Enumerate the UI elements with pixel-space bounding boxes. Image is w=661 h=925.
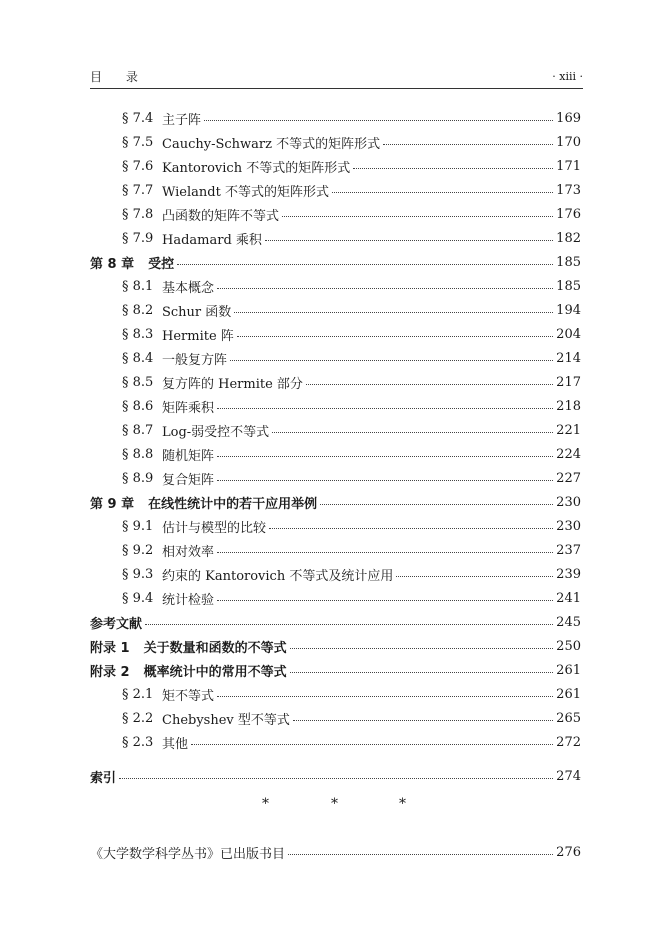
toc-entry-label: 索引 [90, 770, 117, 786]
separator-star: * [262, 796, 269, 812]
toc-section-entry[interactable] [90, 370, 581, 394]
toc-entry-number: § 8.7 [122, 422, 154, 438]
toc-section-entry[interactable] [90, 538, 581, 562]
leader-dots [217, 479, 553, 481]
toc-entry-number: § 8.5 [122, 374, 154, 390]
toc-entry-number: § 2.2 [122, 710, 154, 726]
running-header [90, 66, 583, 89]
toc-section-entry[interactable] [90, 346, 581, 370]
toc-section-entry[interactable] [90, 298, 581, 322]
toc-entry-label: Log-弱受控不等式 [162, 424, 270, 440]
leader-dots [265, 239, 553, 241]
toc-entry-number: § 7.7 [122, 182, 154, 198]
table-of-contents [90, 106, 581, 754]
leader-dots [288, 853, 553, 855]
separator-star: * [331, 796, 338, 812]
toc-section-entry[interactable] [90, 274, 581, 298]
toc-entry-label: 矩不等式 [162, 688, 215, 704]
leader-dots [290, 647, 554, 649]
toc-entry-label: 一般复方阵 [162, 352, 228, 368]
toc-entry-label: Chebyshev 型不等式 [162, 712, 290, 728]
toc-entry-label: 复合矩阵 [162, 472, 215, 488]
toc-entry-label: 《大学数学科学丛书》已出版书目 [90, 846, 286, 862]
toc-entry-page: 218 [556, 398, 581, 414]
toc-entry-number: 第 9 章 [90, 496, 135, 512]
leader-dots [396, 575, 553, 577]
leader-dots [177, 263, 553, 265]
toc-entry-number: § 8.3 [122, 326, 154, 342]
toc-entry-label: 主子阵 [162, 112, 202, 128]
separator-star: * [399, 796, 406, 812]
toc-entry-label: Schur 函数 [162, 304, 232, 320]
toc-entry-number: § 7.8 [122, 206, 154, 222]
toc-section-entry[interactable] [90, 418, 581, 442]
toc-entry-label: Cauchy-Schwarz 不等式的矩阵形式 [162, 136, 381, 152]
toc-entry-page: 217 [556, 374, 581, 390]
toc-entry-label: 复方阵的 Hermite 部分 [162, 376, 303, 392]
toc-entry-number: § 8.9 [122, 470, 154, 486]
toc-entry-label: 其他 [162, 736, 189, 752]
toc-entry-page: 230 [556, 494, 581, 510]
leader-dots [269, 527, 553, 529]
toc-section-entry[interactable] [90, 202, 581, 226]
toc-entry-number: § 7.4 [122, 110, 154, 126]
toc-entry-label: 凸函数的矩阵不等式 [162, 208, 280, 224]
toc-section-entry[interactable] [90, 706, 581, 730]
toc-entry-label: 统计检验 [162, 592, 215, 608]
toc-entry-page: 276 [556, 844, 581, 860]
leader-dots [237, 335, 553, 337]
toc-entry-label: Kantorovich 不等式的矩阵形式 [162, 160, 351, 176]
toc-entry-number: § 2.3 [122, 734, 154, 750]
toc-section-entry[interactable] [90, 562, 581, 586]
toc-entry-label: 随机矩阵 [162, 448, 215, 464]
toc-entry-page: 261 [556, 686, 581, 702]
toc-section-entry[interactable] [90, 442, 581, 466]
leader-dots [145, 623, 553, 625]
toc-entry-number: § 7.9 [122, 230, 154, 246]
toc-section-entry[interactable] [90, 130, 581, 154]
toc-entry-page: 185 [556, 278, 581, 294]
toc-entry-page: 170 [556, 134, 581, 150]
leader-dots [217, 287, 553, 289]
toc-entry-label: Hermite 阵 [162, 328, 234, 344]
toc-entry-number: § 8.1 [122, 278, 154, 294]
toc-entry-number: 附录 2 [90, 664, 130, 680]
toc-entry-number: § 9.1 [122, 518, 154, 534]
section-separator [0, 796, 661, 814]
toc-entry-number: § 9.2 [122, 542, 154, 558]
toc-entry-number: § 9.3 [122, 566, 154, 582]
leader-dots [217, 455, 553, 457]
toc-entry-number: 附录 1 [90, 640, 130, 656]
leader-dots [272, 431, 553, 433]
toc-section-entry[interactable] [90, 682, 581, 706]
toc-entry-label: 约束的 Kantorovich 不等式及统计应用 [162, 568, 394, 584]
toc-entry-page: 224 [556, 446, 581, 462]
toc-chapter-entry[interactable] [90, 490, 581, 514]
leader-dots [217, 551, 553, 553]
toc-section-entry[interactable] [90, 322, 581, 346]
toc-entry-page: 230 [556, 518, 581, 534]
toc-entry-number: § 8.6 [122, 398, 154, 414]
toc-entry-number: 第 8 章 [90, 256, 135, 272]
toc-entry-page: 194 [556, 302, 581, 318]
leader-dots [383, 143, 553, 145]
toc-entry-label: 参考文献 [90, 616, 143, 632]
leader-dots [217, 599, 553, 601]
leader-dots [217, 695, 553, 697]
leader-dots [332, 191, 553, 193]
toc-entry-page: 239 [556, 566, 581, 582]
toc-entry-label: 矩阵乘积 [162, 400, 215, 416]
toc-section-entry[interactable] [90, 106, 581, 130]
toc-entry-page: 221 [556, 422, 581, 438]
toc-entry-page: 227 [556, 470, 581, 486]
toc-entry-page: 176 [556, 206, 581, 222]
leader-dots [306, 383, 553, 385]
toc-entry-label: 概率统计中的常用不等式 [143, 664, 287, 680]
leader-dots [230, 359, 553, 361]
leader-dots [282, 215, 553, 217]
toc-entry-page: 250 [556, 638, 581, 654]
leader-dots [191, 743, 553, 745]
toc-entry-page: 241 [556, 590, 581, 606]
toc-entry-page: 171 [556, 158, 581, 174]
toc-entry-number: § 8.2 [122, 302, 154, 318]
index-entry[interactable] [90, 764, 581, 788]
leader-dots [119, 777, 553, 779]
leader-dots [293, 719, 553, 721]
toc-entry-page: 265 [556, 710, 581, 726]
toc-chapter-entry[interactable] [90, 634, 581, 658]
toc-entry-label: 受控 [148, 256, 175, 272]
toc-chapter-entry[interactable] [90, 250, 581, 274]
toc-entry-label: 在线性统计中的若干应用举例 [148, 496, 318, 512]
toc-entry-number: § 2.1 [122, 686, 154, 702]
leader-dots [290, 671, 554, 673]
toc-entry-page: 169 [556, 110, 581, 126]
toc-entry-label: 关于数量和函数的不等式 [143, 640, 287, 656]
toc-entry-label: 基本概念 [162, 280, 215, 296]
toc-section-entry[interactable] [90, 226, 581, 250]
toc-section-entry[interactable] [90, 514, 581, 538]
leader-dots [320, 503, 553, 505]
toc-entry-page: 245 [556, 614, 581, 630]
toc-entry-number: § 9.4 [122, 590, 154, 606]
toc-entry-label: Hadamard 乘积 [162, 232, 262, 248]
leader-dots [217, 407, 553, 409]
leader-dots [204, 119, 553, 121]
toc-section-entry[interactable] [90, 586, 581, 610]
toc-section-entry[interactable] [90, 730, 581, 754]
toc-entry-page: 272 [556, 734, 581, 750]
toc-entry-number: § 8.4 [122, 350, 154, 366]
toc-entry-label: 估计与模型的比较 [162, 520, 267, 536]
toc-entry-page: 214 [556, 350, 581, 366]
toc-chapter-entry[interactable] [90, 658, 581, 682]
toc-entry-page: 261 [556, 662, 581, 678]
toc-entry-label: 相对效率 [162, 544, 215, 560]
toc-section-entry[interactable] [90, 154, 581, 178]
toc-entry-page: 204 [556, 326, 581, 342]
toc-chapter-entry[interactable] [90, 610, 581, 634]
toc-entry-number: § 7.5 [122, 134, 154, 150]
leader-dots [234, 311, 553, 313]
toc-entry-page: 274 [556, 768, 581, 784]
series-list-entry[interactable] [90, 840, 581, 864]
toc-section-entry[interactable] [90, 394, 581, 418]
toc-entry-page: 185 [556, 254, 581, 270]
leader-dots [353, 167, 553, 169]
toc-entry-number: § 8.8 [122, 446, 154, 462]
toc-section-entry[interactable] [90, 178, 581, 202]
header-title: 目 录 [90, 70, 148, 84]
toc-entry-page: 173 [556, 182, 581, 198]
toc-section-entry[interactable] [90, 466, 581, 490]
toc-entry-number: § 7.6 [122, 158, 154, 174]
header-page-number: · xiii · [552, 70, 583, 83]
toc-entry-page: 237 [556, 542, 581, 558]
toc-entry-page: 182 [556, 230, 581, 246]
toc-entry-label: Wielandt 不等式的矩阵形式 [162, 184, 329, 200]
